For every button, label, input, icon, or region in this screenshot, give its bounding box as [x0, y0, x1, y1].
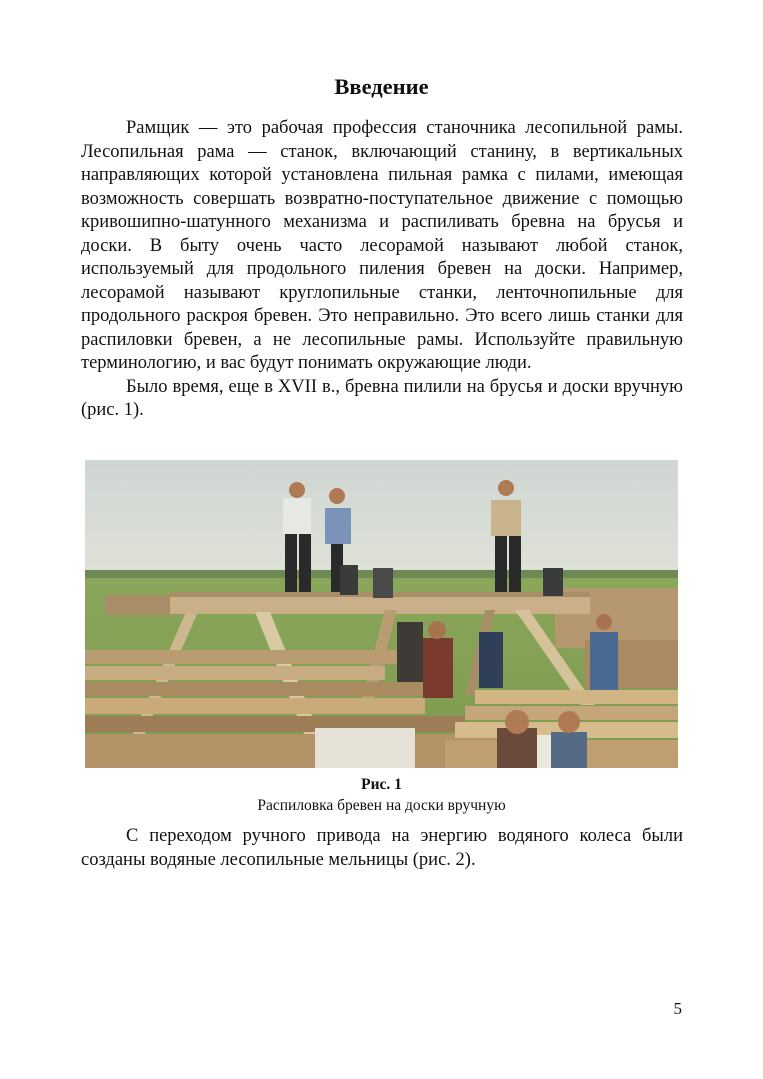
paragraph-1: Рамщик — это рабочая профессия станочника лесопильной рамы. Лесопильная рама — станок, включающий станину, в вертикальных направляющих которой установлена пильная рамка с пилами, имеющая возможность совершать возвратно-поступательное движение с помощью кривошипно-шатунного механизма и распиливать бревна на брусья и доски. В быту очень часто лесорамой называют любой станок, используемый для продольного пиления бревен на доски. Например, лесорамой называют круглопильные станки, ленточнопильные для продольного раскроя бревен. Это неправильно. Это всего лишь станки для распиловки бревен, а не лесопильные рамы. Используйте правильную терминологию, и вас будут понимать окружающие люди.: [81, 118, 683, 373]
paragraph-3: С переходом ручного привода на энергию водяного колеса были созданы водяные лесопильные мельницы (рис. 2).: [81, 826, 683, 870]
intro-text: [81, 117, 683, 423]
closing-text: [81, 825, 683, 872]
figure-caption: Распиловка бревен на доски вручную: [257, 797, 506, 814]
figure-sawing-photo: [85, 460, 678, 768]
paragraph-2: Было время, еще в XVII в., бревна пилили на брусья и доски вручную (рис. 1).: [81, 376, 683, 420]
figure-label: Рис. 1: [361, 776, 402, 793]
page-title: Введение: [334, 74, 429, 99]
page-number: 5: [673, 999, 682, 1018]
